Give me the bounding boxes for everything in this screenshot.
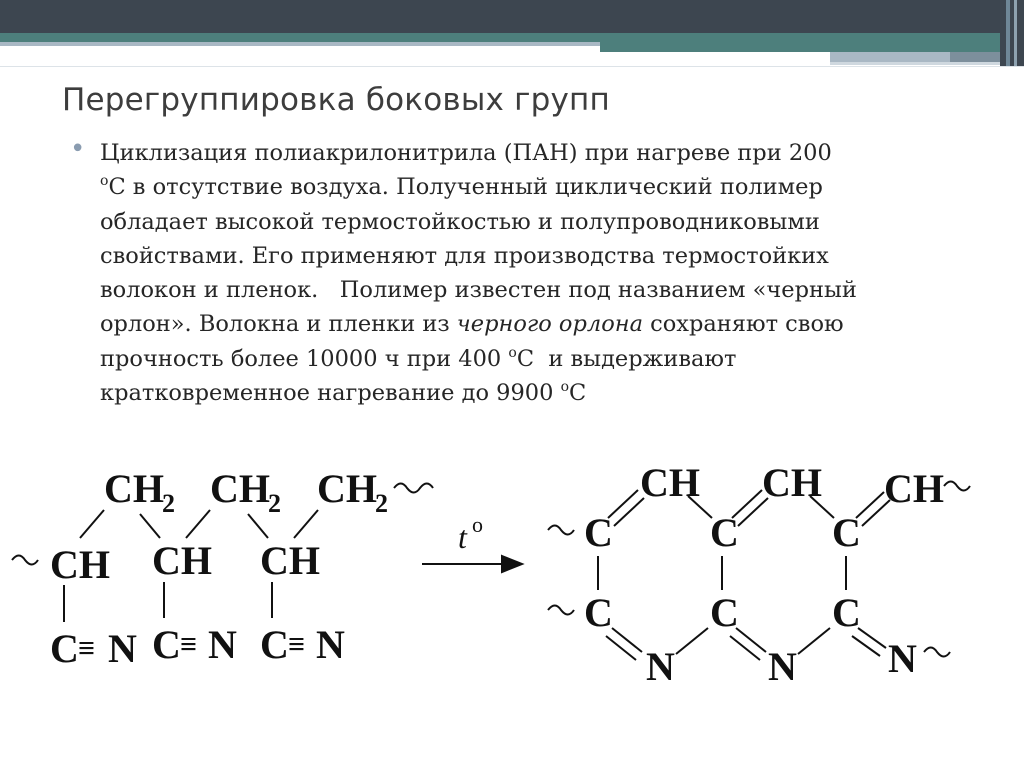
ring-c-upper-3: C bbox=[832, 510, 861, 555]
ring-ch-2: CH bbox=[762, 460, 822, 505]
teal-right-block bbox=[600, 42, 1000, 52]
ch2-subscript-3: 2 bbox=[375, 489, 388, 518]
chain-start-wave-bottom bbox=[548, 606, 574, 615]
ring-n-1: N bbox=[646, 644, 675, 689]
text-line bbox=[100, 136, 980, 170]
text-run: свойствами. Его применяют для производства термостойких bbox=[100, 242, 829, 269]
ch-group-1: CH bbox=[50, 542, 110, 587]
nitrile-n-1: N bbox=[108, 626, 137, 671]
text-line bbox=[100, 376, 980, 410]
nitrile-n-2: N bbox=[208, 622, 237, 667]
double-bond-line bbox=[858, 628, 886, 648]
reaction-arrow bbox=[422, 512, 522, 572]
ring-c-upper-1: C bbox=[584, 510, 613, 555]
bond bbox=[248, 514, 268, 538]
double-bond-line bbox=[736, 628, 766, 652]
text-line bbox=[100, 273, 980, 307]
ring-ch-1: CH bbox=[640, 460, 700, 505]
ch-group-3: CH bbox=[260, 538, 320, 583]
ch2-group-2: CH bbox=[210, 466, 270, 511]
right-vbar-2 bbox=[1014, 0, 1017, 67]
ring-ch-3: CH bbox=[884, 466, 944, 511]
ch2-group-3: CH bbox=[317, 466, 377, 511]
bullet-marker: • bbox=[70, 134, 86, 164]
double-bond-line bbox=[612, 628, 642, 652]
nitrile-c-3: C bbox=[260, 622, 289, 667]
double-bond-line bbox=[732, 490, 762, 518]
teal-band bbox=[0, 33, 1000, 42]
text-run: волокон и пленок. Полимер известен под названием «черный bbox=[100, 277, 857, 304]
text-run: С bbox=[569, 380, 587, 407]
ring-c-lower-3: C bbox=[832, 590, 861, 635]
chain-end-wave bbox=[394, 484, 433, 493]
arrow-head bbox=[502, 556, 522, 572]
bond bbox=[810, 496, 834, 518]
light-stripe bbox=[830, 62, 1000, 65]
degree-superscript: о bbox=[100, 173, 109, 190]
ring-n-3: N bbox=[888, 636, 917, 681]
chain-start-wave bbox=[12, 556, 38, 565]
pan-structure bbox=[12, 466, 433, 671]
degree-superscript: о bbox=[560, 379, 570, 396]
top-dark-band bbox=[0, 0, 1000, 33]
bond bbox=[676, 628, 708, 654]
ring-c-lower-2: C bbox=[710, 590, 739, 635]
text-run: кратковременное нагревание до 9900 bbox=[100, 380, 561, 407]
triple-bond-1: ≡ bbox=[78, 632, 96, 665]
nitrile-n-3: N bbox=[316, 622, 345, 667]
bond bbox=[80, 510, 104, 538]
bond bbox=[186, 510, 210, 538]
text-run: сохраняют свою bbox=[643, 311, 844, 338]
double-bond-line bbox=[730, 636, 760, 660]
text-run: С и выдерживают bbox=[516, 345, 737, 372]
ch2-group-1: CH bbox=[104, 466, 164, 511]
text-run: орлон». Волокна и пленки из bbox=[100, 311, 457, 338]
grey-stripe bbox=[0, 42, 600, 46]
double-bond-line bbox=[608, 490, 638, 518]
arrow-label: t bbox=[458, 519, 467, 555]
bond bbox=[294, 510, 318, 538]
text-line bbox=[100, 170, 980, 204]
double-bond-line bbox=[862, 500, 890, 526]
ring-c-lower-1: C bbox=[584, 590, 613, 635]
ch2-subscript-2: 2 bbox=[268, 489, 281, 518]
bond bbox=[688, 496, 712, 518]
text-line bbox=[100, 205, 980, 239]
double-bond-line bbox=[852, 636, 880, 656]
text-run: обладает высокой термостойкостью и полупроводниковыми bbox=[100, 208, 820, 235]
text-line bbox=[100, 239, 980, 273]
double-bond-line bbox=[856, 492, 884, 518]
degree-superscript: о bbox=[508, 344, 517, 361]
triple-bond-3: ≡ bbox=[288, 628, 306, 661]
double-bond-line bbox=[738, 498, 768, 526]
frame-line-top bbox=[0, 66, 1024, 67]
chain-start-wave-top bbox=[548, 526, 574, 535]
top-right-dark-block bbox=[1000, 0, 1024, 67]
double-bond-line bbox=[606, 636, 636, 660]
reaction-scheme bbox=[0, 440, 1024, 767]
ring-n-2: N bbox=[768, 644, 797, 689]
nitrile-c-1: C bbox=[50, 626, 79, 671]
bond bbox=[140, 514, 160, 538]
chain-end-wave-bottom bbox=[924, 648, 950, 657]
black-orlon-structure bbox=[548, 460, 970, 689]
arrow-label-superscript: o bbox=[472, 512, 483, 537]
triple-bond-2: ≡ bbox=[180, 628, 198, 661]
nitrile-c-2: C bbox=[152, 622, 181, 667]
ring-c-upper-2: C bbox=[710, 510, 739, 555]
bullet-paragraph bbox=[100, 136, 980, 410]
text-line bbox=[100, 342, 980, 376]
chain-end-wave-top bbox=[944, 482, 970, 491]
double-bond-line bbox=[614, 498, 644, 526]
grey-stripe-right bbox=[830, 52, 950, 62]
slide-title: Перегруппировка боковых групп bbox=[62, 82, 610, 118]
text-line bbox=[100, 307, 980, 341]
ch-group-2: CH bbox=[152, 538, 212, 583]
text-run: С в отсутствие воздуха. Полученный циклический полимер bbox=[108, 174, 823, 201]
bond bbox=[798, 628, 830, 654]
slate-stripe bbox=[950, 52, 1000, 62]
right-vbar-1 bbox=[1006, 0, 1010, 67]
ch2-subscript-1: 2 bbox=[162, 489, 175, 518]
italic-term: черного орлона bbox=[456, 311, 643, 338]
text-run: Циклизация полиакрилонитрила (ПАН) при нагреве при 200 bbox=[100, 140, 832, 166]
text-run: прочность более 10000 ч при 400 bbox=[100, 345, 509, 372]
